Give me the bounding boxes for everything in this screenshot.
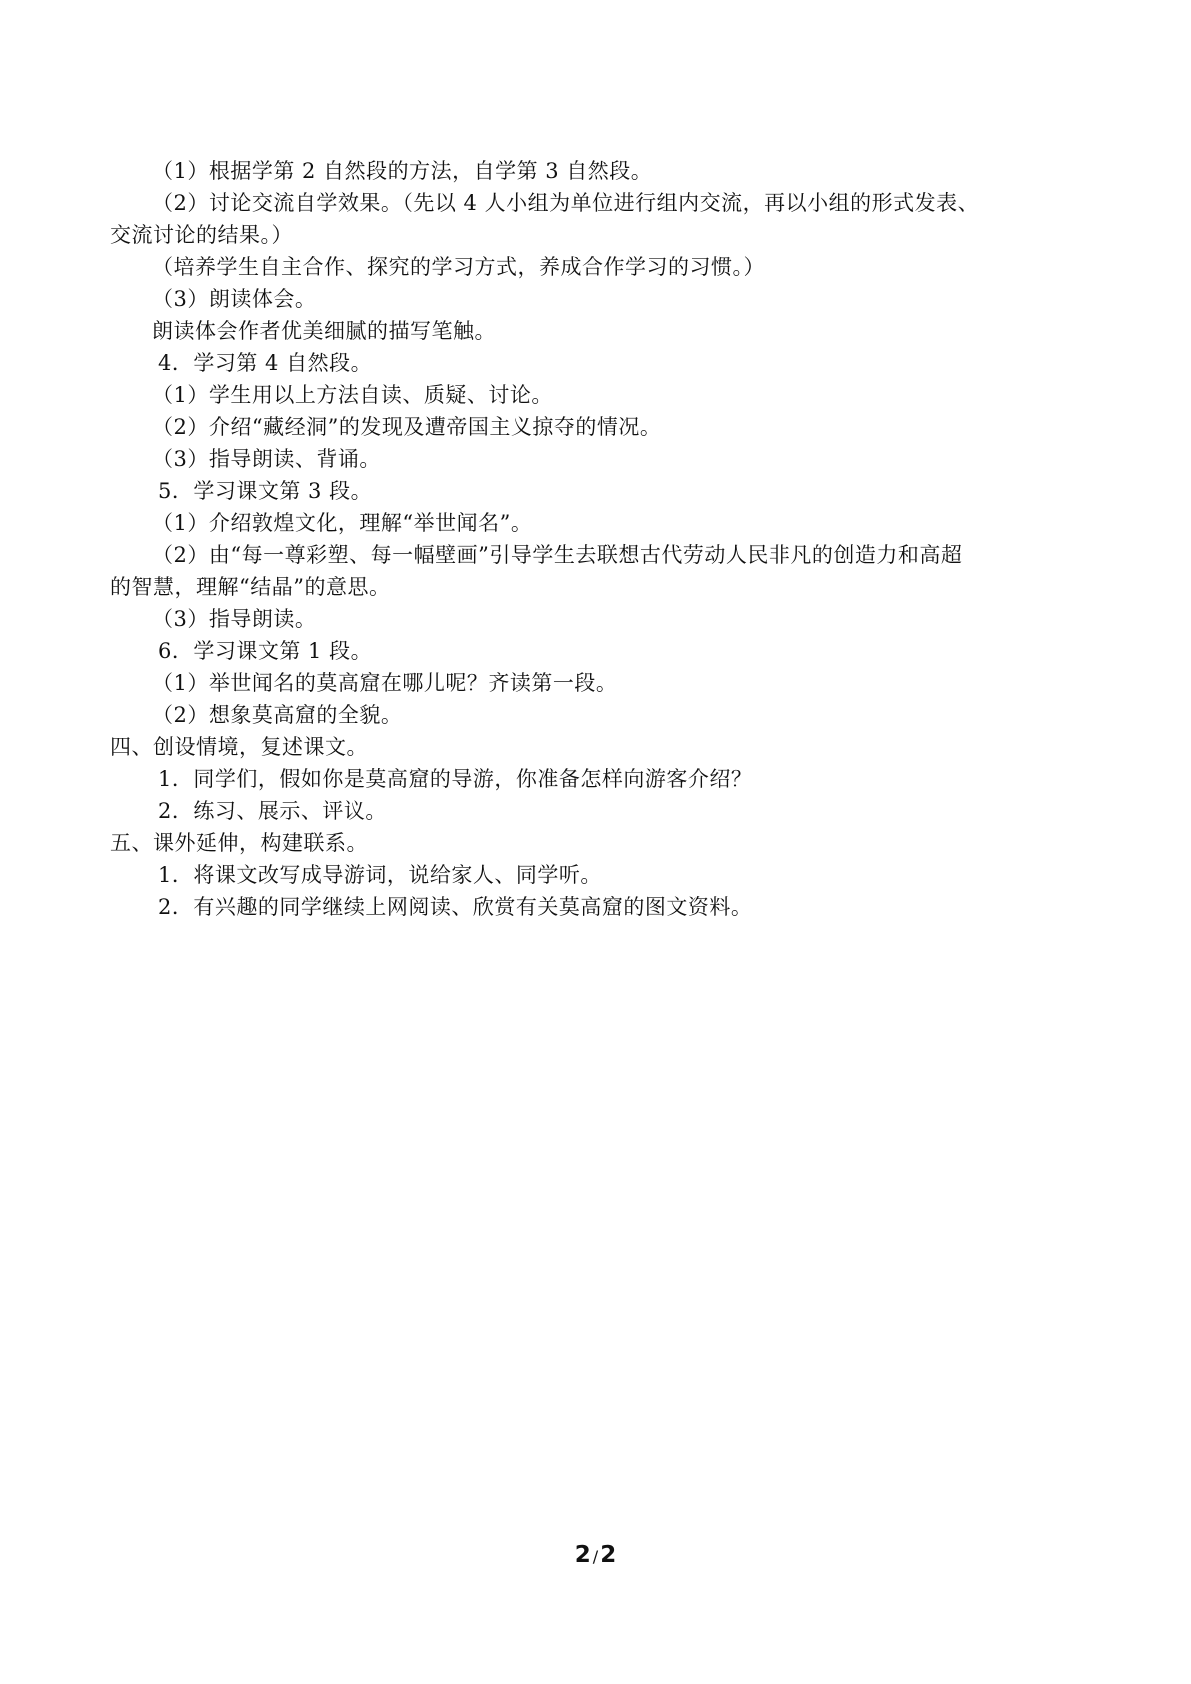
text-line: （3）指导朗读。 — [152, 607, 317, 631]
text-line: （1）学生用以上方法自读、质疑、讨论。 — [152, 383, 553, 407]
text-line: （1）根据学第 2 自然段的方法，自学第 3 自然段。 — [152, 159, 653, 183]
section-heading: 4．学习第 4 自然段。 — [158, 351, 373, 375]
text-line: （2）由“每一尊彩塑、每一幅壁画”引导学生去联想古代劳动人民非凡的创造力和高超 — [152, 543, 963, 567]
text-line: 2．有兴趣的同学继续上网阅读、欣赏有关莫高窟的图文资料。 — [158, 895, 753, 919]
major-heading: 四、创设情境，复述课文。 — [110, 735, 368, 759]
major-heading: 五、课外延伸，构建联系。 — [110, 831, 368, 855]
current-page-number: 2 — [574, 1542, 591, 1568]
page-number — [0, 1540, 1191, 1572]
page-separator: / — [592, 1547, 599, 1566]
text-line: （3）朗读体会。 — [152, 287, 317, 311]
text-line: （3）指导朗读、背诵。 — [152, 447, 381, 471]
text-line: 的智慧，理解“结晶”的意思。 — [110, 575, 391, 599]
text-line: 1．同学们，假如你是莫高窟的导游，你准备怎样向游客介绍？ — [158, 767, 753, 791]
text-line: （2）讨论交流自学效果。（先以 4 人小组为单位进行组内交流，再以小组的形式发表、 — [152, 191, 980, 215]
text-line: 朗读体会作者优美细腻的描写笔触。 — [152, 319, 496, 343]
text-line: 2．练习、展示、评议。 — [158, 799, 387, 823]
text-line: （1）举世闻名的莫高窟在哪儿呢？齐读第一段。 — [152, 671, 618, 695]
document-body — [110, 155, 1095, 923]
text-line: 1．将课文改写成导游词，说给家人、同学听。 — [158, 863, 602, 887]
text-line: 交流讨论的结果。） — [110, 223, 293, 247]
section-heading: 5．学习课文第 3 段。 — [158, 479, 373, 503]
text-line: （培养学生自主合作、探究的学习方式，养成合作学习的习惯。） — [152, 255, 765, 279]
text-line: （2）想象莫高窟的全貌。 — [152, 703, 403, 727]
section-heading: 6．学习课文第 1 段。 — [158, 639, 373, 663]
text-line: （2）介绍“藏经洞”的发现及遭帝国主义掠夺的情况。 — [152, 415, 662, 439]
total-page-count: 2 — [600, 1542, 617, 1568]
text-line: （1）介绍敦煌文化，理解“举世闻名”。 — [152, 511, 533, 535]
